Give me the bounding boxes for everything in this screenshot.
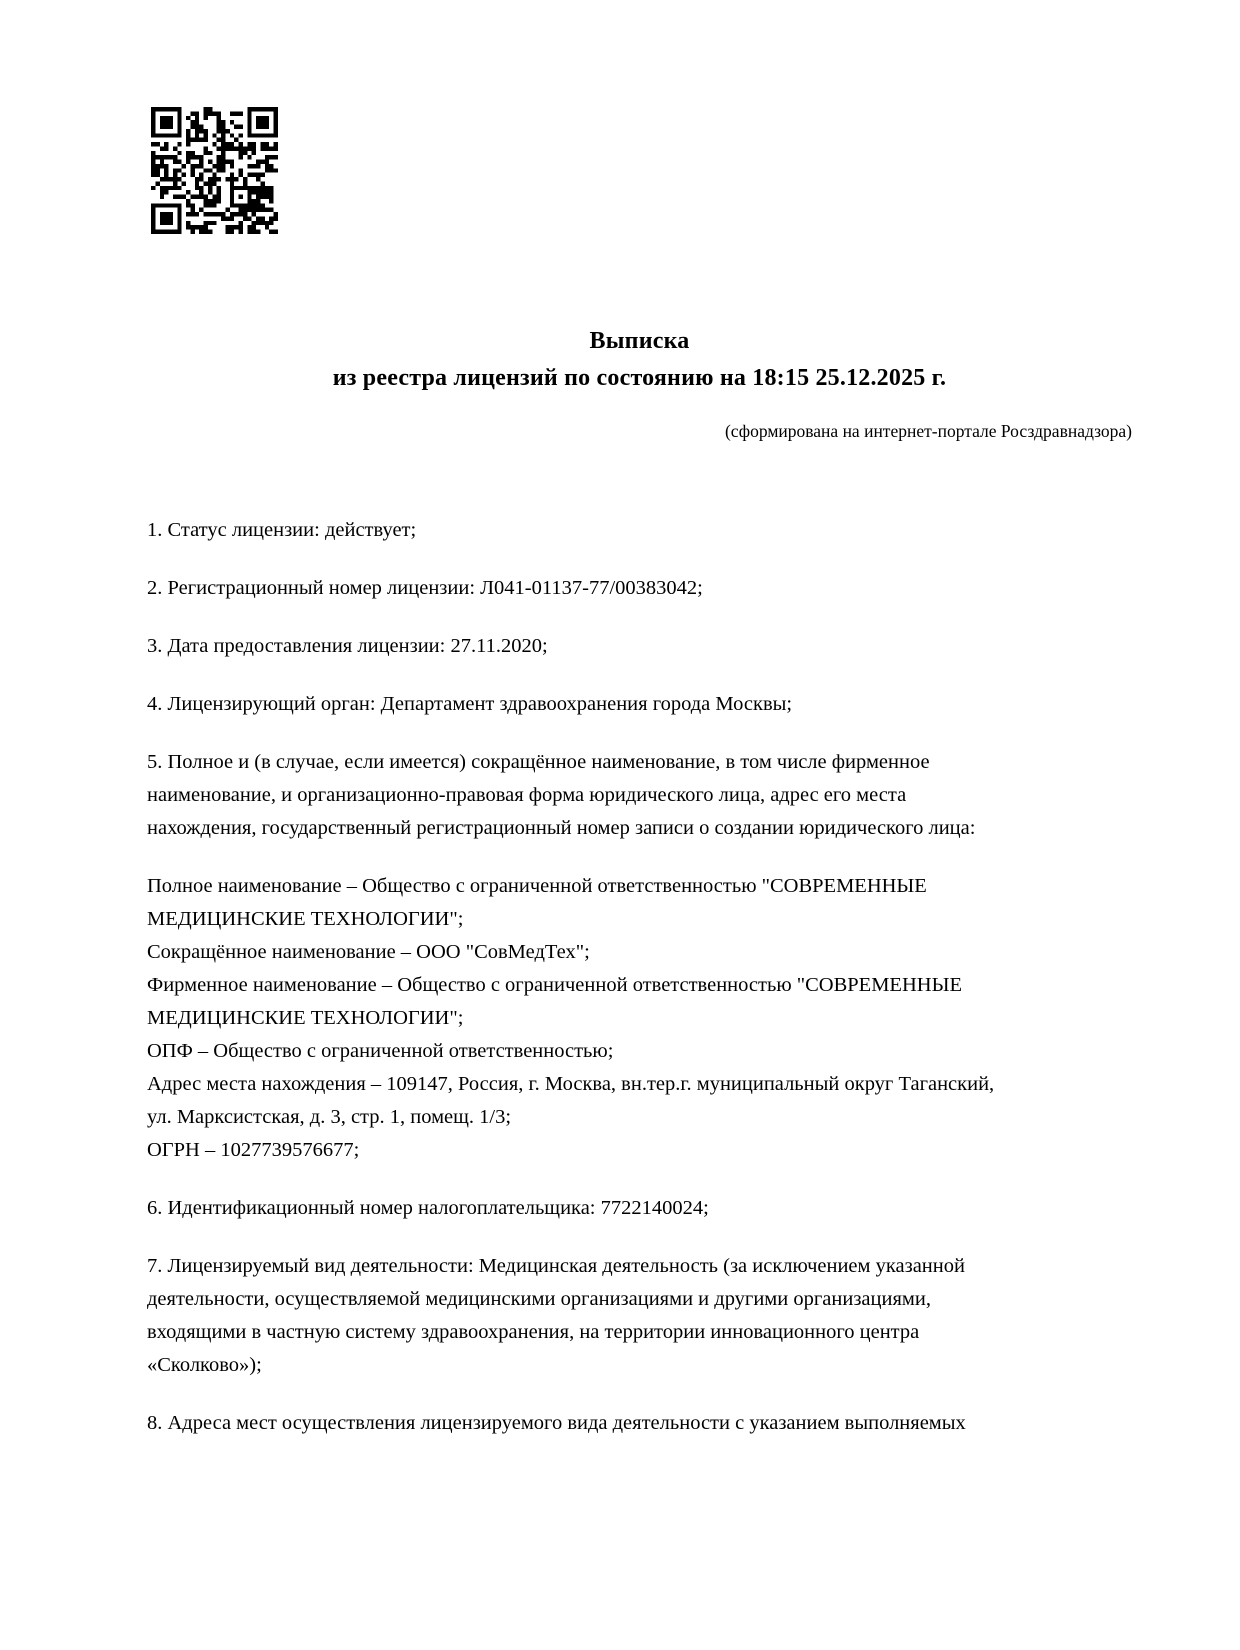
title-line-1: Выписка — [589, 328, 690, 354]
text-line: наименование, и организационно-правовая форма юридического лица, адрес его места — [147, 784, 907, 806]
company-details-block — [147, 870, 1137, 1167]
company-brand-name: Фирменное наименование – Общество с ограниченной ответственностью "СОВРЕМЕННЫЕ — [147, 974, 962, 996]
formation-note: (сформирована на интернет-портале Росздравнадзора) — [724, 421, 1132, 441]
document-body — [147, 514, 1137, 1465]
company-address-line-2: ул. Марксистская, д. 3, стр. 1, помещ. 1/3; — [147, 1106, 512, 1128]
para-registration-number: 2. Регистрационный номер лицензии: Л041-01137-77/00383042; — [147, 577, 703, 599]
company-brand-name-wrap: МЕДИЦИНСКИЕ ТЕХНОЛОГИИ"; — [147, 1007, 464, 1029]
text-line: 7. Лицензируемый вид деятельности: Медицинская деятельность (за исключением указанной — [147, 1255, 965, 1277]
qr-code — [151, 107, 278, 234]
text-line: «Сколково»); — [147, 1354, 262, 1376]
document-title — [147, 323, 1132, 397]
para-licensed-activity — [147, 1250, 1137, 1382]
para-licensing-authority: 4. Лицензирующий орган: Департамент здравоохранения города Москвы; — [147, 693, 793, 715]
para-grant-date: 3. Дата предоставления лицензии: 27.11.2020; — [147, 635, 548, 657]
para-activity-addresses: 8. Адреса мест осуществления лицензируемого вида деятельности с указанием выполняемых — [147, 1412, 966, 1434]
text-line: 5. Полное и (в случае, если имеется) сокращённое наименование, в том числе фирменное — [147, 751, 930, 773]
text-line: деятельности, осуществляемой медицинскими организациями и другими организациями, — [147, 1288, 931, 1310]
text-line: нахождения, государственный регистрационный номер записи о создании юридического лица: — [147, 817, 976, 839]
company-full-name: Полное наименование – Общество с ограниченной ответственностью "СОВРЕМЕННЫЕ — [147, 875, 927, 897]
text-line: входящими в частную систему здравоохранения, на территории инновационного центра — [147, 1321, 920, 1343]
company-legal-form: ОПФ – Общество с ограниченной ответственностью; — [147, 1040, 614, 1062]
title-line-2: из реестра лицензий по состоянию на 18:15 25.12.2025 г. — [332, 365, 947, 391]
company-short-name: Сокращённое наименование – ООО "СовМедТех"; — [147, 941, 590, 963]
para-taxpayer-number: 6. Идентификационный номер налогоплательщика: 7722140024; — [147, 1197, 709, 1219]
para-entity-naming-intro — [147, 746, 1137, 845]
company-ogrn: ОГРН – 1027739576677; — [147, 1139, 360, 1161]
company-address-line-1: Адрес места нахождения – 109147, Россия, г. Москва, вн.тер.г. муниципальный округ Таганский, — [147, 1073, 995, 1095]
para-license-status: 1. Статус лицензии: действует; — [147, 519, 417, 541]
company-full-name-wrap: МЕДИЦИНСКИЕ ТЕХНОЛОГИИ"; — [147, 908, 464, 930]
